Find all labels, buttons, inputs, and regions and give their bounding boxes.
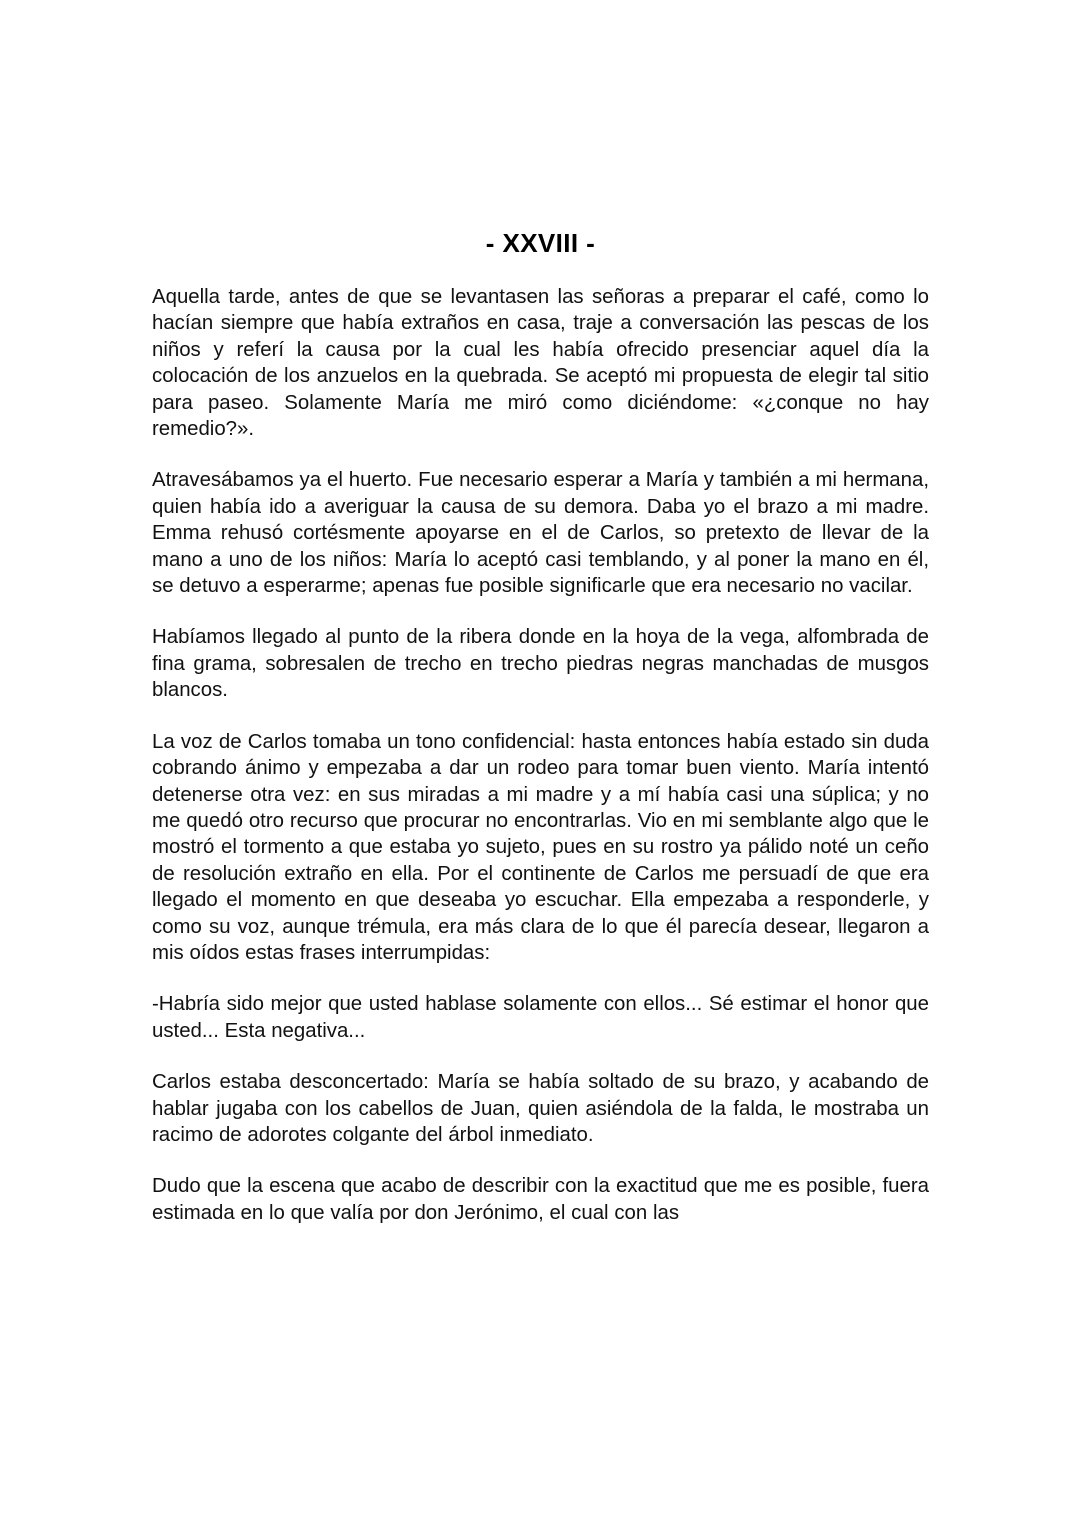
- body-paragraph: Aquella tarde, antes de que se levantasen las señoras a preparar el café, como lo hacían siempre que había extraños en casa, traje a conversación las pescas de los niños y referí la causa por la cual les había ofrecido presenciar aquel día la colocación de los anzuelos en la quebrada. Se aceptó mi propuesta de elegir tal sitio para paseo. Solamente María me miró como diciéndome: «¿conque no hay remedio?».: [152, 286, 929, 441]
- body-paragraph: Habíamos llegado al punto de la ribera donde en la hoya de la vega, alfombrada de fina grama, sobresalen de trecho en trecho piedras negras manchadas de musgos blancos.: [152, 626, 929, 702]
- dialogue-paragraph: -Habría sido mejor que usted hablase solamente con ellos... Sé estimar el honor que usted... Esta negativa...: [152, 993, 929, 1042]
- body-paragraph-continued: Dudo que la escena que acabo de describir con la exactitud que me es posible, fuera estimada en lo que valía por don Jerónimo, el cual con las: [152, 1175, 929, 1224]
- chapter-title: - XXVIII -: [485, 228, 596, 258]
- body-paragraph: La voz de Carlos tomaba un tono confidencial: hasta entonces había estado sin duda cobrando ánimo y empezaba a dar un rodeo para tomar buen viento. María intentó detenerse otra vez: en sus miradas a mi madre y a mí había casi una súplica; y no me quedó otro recurso que procurar no encontrarlas. Vio en mi semblante algo que le mostró el tormento a que estaba yo sujeto, pues en su rostro ya pálido noté un ceño de resolución extraño en ella. Por el continente de Carlos me persuadí de que era llegado el momento en que deseaba yo escuchar. Ella empezaba a responderle, y como su voz, aunque trémula, era más clara de lo que él parecía desear, llegaron a mis oídos estas frases interrumpidas:: [152, 730, 929, 964]
- body-paragraph: Atravesábamos ya el huerto. Fue necesario esperar a María y también a mi hermana, quien había ido a averiguar la causa de su demora. Daba yo el brazo a mi madre. Emma rehusó cortésmente apoyarse en el de Carlos, so pretexto de llevar de la mano a uno de los niños: María lo aceptó casi temblando, y al poner la mano en él, se detuvo a esperarme; apenas fue posible significarle que era necesario no vacilar.: [152, 469, 929, 598]
- body-paragraph: Carlos estaba desconcertado: María se había soltado de su brazo, y acabando de hablar jugaba con los cabellos de Juan, quien asiéndola de la falda, le mostraba un racimo de adorotes colgante del árbol inmediato.: [152, 1071, 929, 1146]
- document-body: [152, 228, 929, 1226]
